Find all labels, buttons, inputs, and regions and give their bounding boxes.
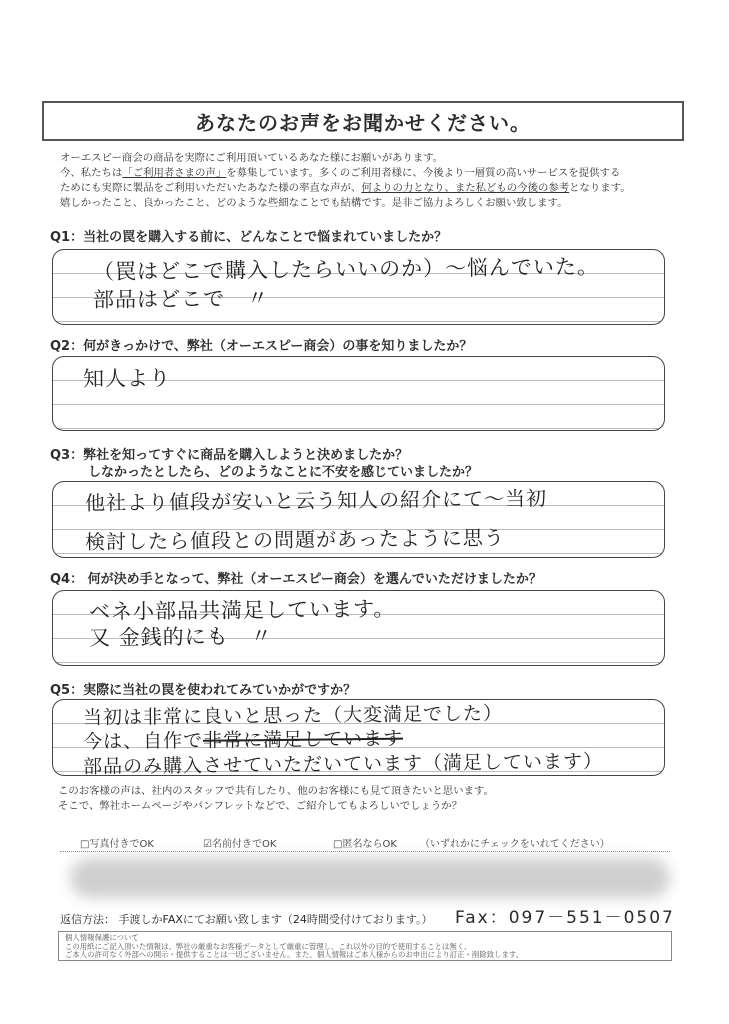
title-box — [42, 101, 684, 141]
question-5-label: Q5：実際に当社の罠を使われてみていかがですか？ — [50, 683, 357, 698]
question-1-label: Q1：当社の罠を購入する前に、どんなことで悩まれていましたか？ — [50, 230, 448, 245]
answer-5-struck-text: 非常に満足しています — [202, 727, 404, 752]
consent-anonymous-checkbox[interactable]: □匿名ならOK — [333, 839, 397, 850]
question-4-label: Q4： 何が決め手となって、弊社（オーエスピー商会）を選んでいただけましたか？ — [50, 572, 542, 587]
name-line — [60, 851, 670, 852]
question-2-label: Q2：何がきっかけで、弊社（オーエスピー商会）の事を知りましたか？ — [50, 339, 473, 354]
answer-5-line-1: 当初は非常に良いと思った（大変満足でした） — [82, 702, 504, 729]
page-title: あなたのお声をお聞かせください。 — [195, 110, 531, 135]
answer-box-3[interactable] — [52, 481, 665, 558]
answer-5-line-3: 部品のみ購入させていただいています（満足しています） — [82, 750, 604, 778]
intro-line-3 — [60, 181, 631, 195]
answer-box-1[interactable] — [52, 249, 665, 325]
answer-box-4[interactable] — [52, 590, 665, 666]
intro-line-4: 嬉しかったこと、良かったこと、どのような些細なことでも結構です。是非ご協力よろしくお願い致します。 — [60, 197, 568, 209]
notes-line-2: そこで、弊社ホームページやパンフレットなどで、ご紹介してもよろしいでしょうか？ — [58, 800, 463, 812]
answer-2-line-1: 知人より — [82, 366, 172, 391]
intro-line-3-c: となります。 — [569, 182, 631, 194]
answer-1-line-2: 部品はどこで 〃 — [92, 286, 270, 312]
answer-box-5[interactable] — [52, 699, 665, 776]
consent-name-checkbox[interactable]: ☑名前付きでOK — [203, 839, 277, 850]
blurred-name-area — [70, 858, 670, 898]
answer-4-line-2: 又 金銭的にも 〃 — [88, 624, 273, 650]
intro-highlight: 「ご利用者さまの声」 — [122, 167, 227, 179]
answer-3-line-2: 検討したら値段との問題があったように思う — [84, 525, 505, 554]
notes-line-1: このお客様の声は、社内のスタッフで共有したり、他のお客様にも見て頂きたいと思います。 — [58, 785, 494, 797]
consent-instruction: （いずれかにチェックをいれてください） — [420, 839, 610, 850]
intro-line-1: オーエスピー商会の商品を実際にご利用頂いているあなた様にお願いがあります。 — [60, 152, 444, 164]
intro-line-3-a: ためにも実際に製品をご利用いただいたあなた様の率直な声が、 — [60, 182, 362, 194]
question-3-label-2: しなかったとしたら、どのようなことに不安を感じていましたか？ — [88, 465, 479, 480]
intro-line-2-a: 今、私たちは — [60, 167, 123, 179]
privacy-notice — [58, 931, 672, 961]
answer-5-line-2-a: 今は、自作で — [82, 729, 204, 753]
reply-method: 返信方法： 手渡しかFAXにてお願い致します（24時間受付けております。） — [60, 913, 433, 926]
question-3-label: Q3：弊社を知ってすぐに商品を購入しようと決めましたか？ — [50, 448, 409, 463]
intro-line-2 — [60, 166, 620, 180]
answer-1-line-1: （罠はどこで購入したらいいのか）〜悩んでいた。 — [92, 254, 600, 284]
intro-line-2-c: を募集しています。多くのご利用者様に、今後より一層質の高いサービスを提供する — [226, 167, 621, 179]
privacy-title: 個人情報保護について — [65, 933, 139, 942]
consent-photo-checkbox[interactable]: □写真付きでOK — [80, 839, 154, 850]
answer-4-line-1: ベネ小部品共満足しています。 — [88, 596, 396, 624]
privacy-line-1: この用紙にご記入頂いた情報は、弊社の厳重なお客様データとして厳重に管理し、これ以外の目的で使用することは無く、 — [65, 941, 472, 951]
privacy-line-2: ご本人の許可なく外部への開示・提供することは一切ございません。また、個人情報はご本人様からのお申出により訂正・削除致します。 — [65, 950, 524, 960]
answer-3-line-1: 他社より値段が安いと云う知人の紹介にて〜当初 — [84, 486, 548, 515]
fax-number: Fax：097－551－0507 — [455, 908, 675, 928]
answer-box-2[interactable] — [52, 356, 665, 431]
intro-underlined: 何よりの力となり、また私どもの今後の参考 — [361, 182, 570, 194]
